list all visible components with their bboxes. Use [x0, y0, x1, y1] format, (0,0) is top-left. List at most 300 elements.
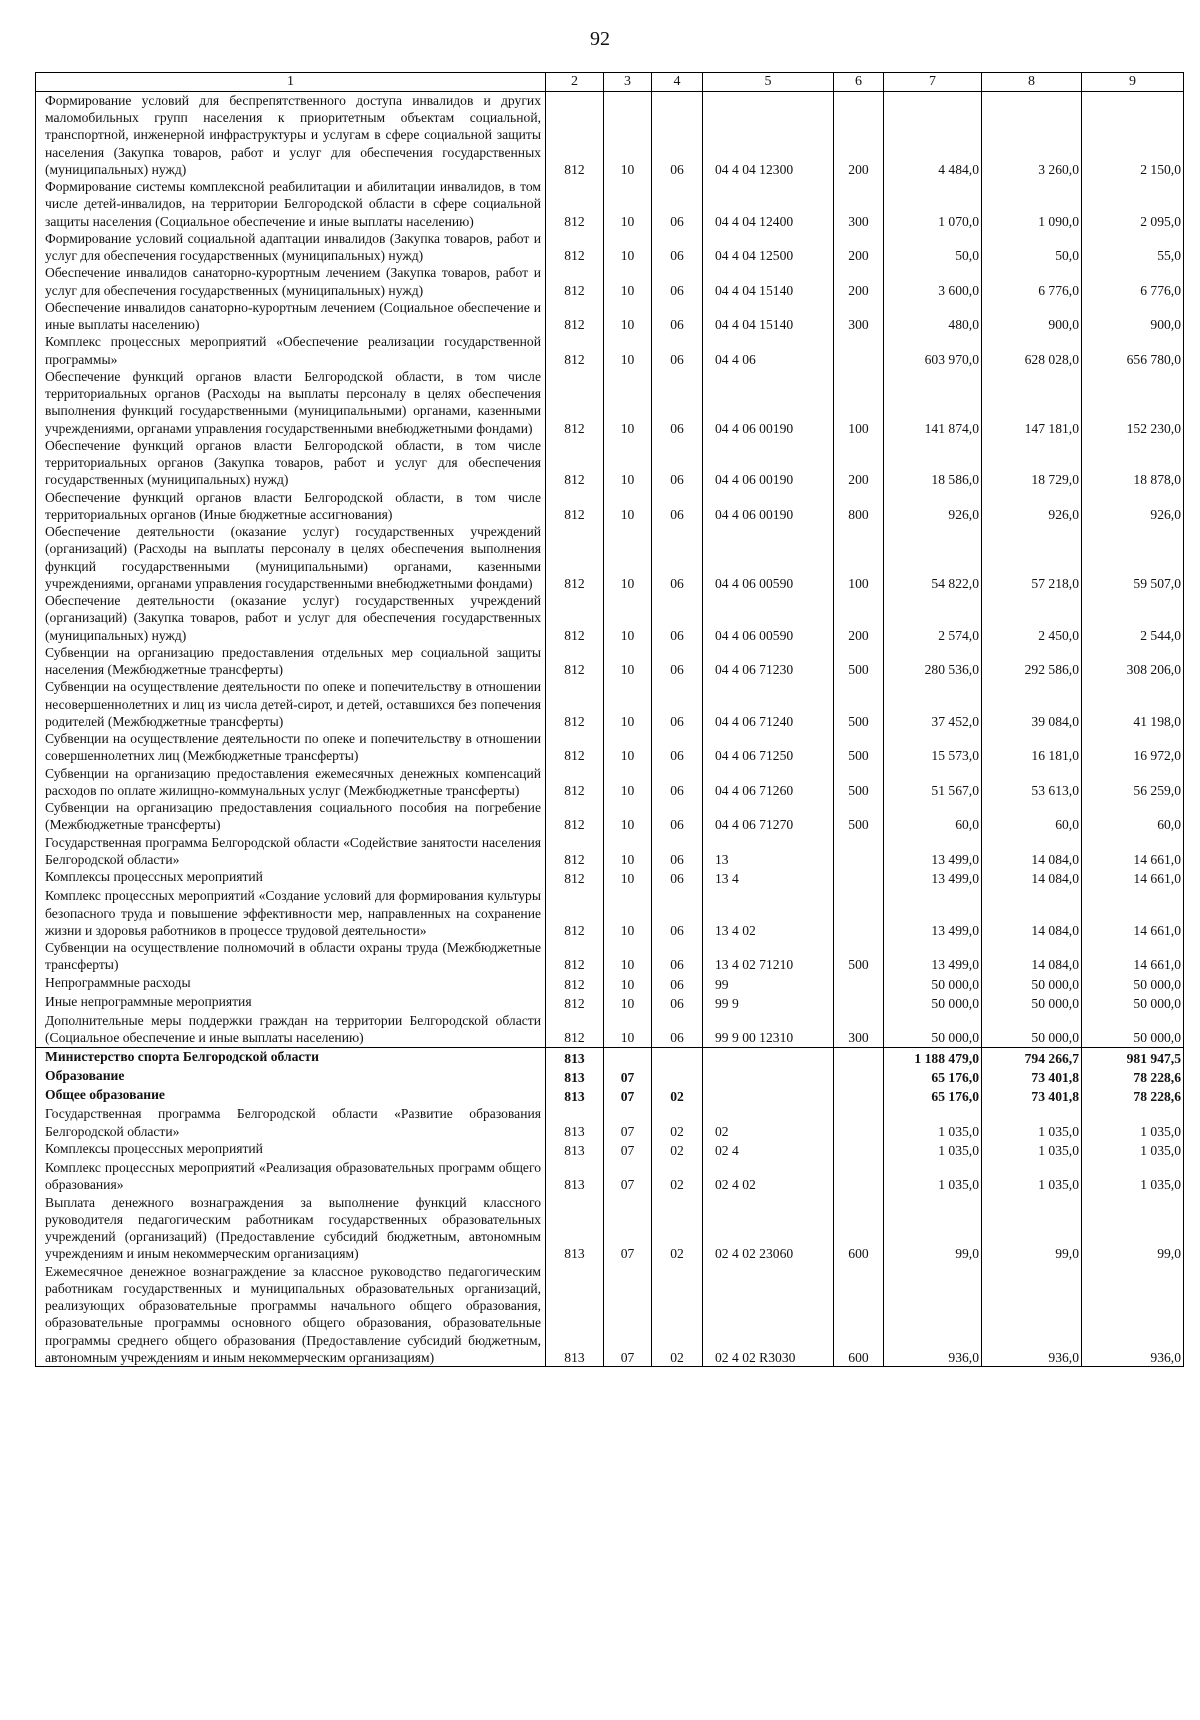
table-row — [36, 1263, 1184, 1367]
table-cell-name: Выплата денежного вознаграждения за выполнение функций классного руководителя педагогическим работникам государственных образовательных учреждений (организаций) (Предоставление субсидий бюджетным, автономным учреждениям и иным некоммерческим организациям) — [36, 1194, 546, 1263]
table-cell-amount-year-1: 926,0 — [884, 489, 982, 524]
table-row — [36, 730, 1184, 765]
table-cell-amount-year-2: 53 613,0 — [982, 765, 1082, 800]
table-cell-amount-year-3: 936,0 — [1082, 1263, 1184, 1367]
table-row — [36, 489, 1184, 524]
table-cell-target-article: 13 — [703, 834, 834, 869]
table-cell-expense-type: 100 — [834, 523, 884, 592]
table-cell-target-article: 04 4 06 00590 — [703, 592, 834, 644]
table-cell-ministry: 813 — [546, 1194, 604, 1263]
column-header-1: 1 — [36, 73, 546, 92]
table-cell-expense-type — [834, 1086, 884, 1105]
table-row — [36, 1086, 1184, 1105]
table-row — [36, 993, 1184, 1012]
column-header-4: 4 — [652, 73, 703, 92]
table-cell-target-article: 02 4 — [703, 1140, 834, 1159]
table-cell-subsection: 06 — [652, 974, 703, 993]
table-cell-amount-year-2: 14 084,0 — [982, 868, 1082, 887]
table-cell-section: 07 — [604, 1159, 652, 1194]
table-cell-amount-year-3: 50 000,0 — [1082, 974, 1184, 993]
table-row — [36, 592, 1184, 644]
table-cell-amount-year-3: 2 150,0 — [1082, 91, 1184, 178]
table-cell-subsection: 06 — [652, 299, 703, 334]
table-cell-target-article: 02 4 02 — [703, 1159, 834, 1194]
table-cell-target-article: 02 4 02 R3030 — [703, 1263, 834, 1367]
table-row — [36, 523, 1184, 592]
table-cell-expense-type: 200 — [834, 592, 884, 644]
table-row — [36, 834, 1184, 869]
table-cell-ministry: 812 — [546, 368, 604, 437]
table-cell-section: 07 — [604, 1086, 652, 1105]
table-cell-amount-year-3: 1 035,0 — [1082, 1105, 1184, 1140]
table-cell-ministry: 812 — [546, 523, 604, 592]
table-row — [36, 437, 1184, 489]
table-cell-expense-type — [834, 1105, 884, 1140]
table-cell-name: Субвенции на организацию предоставления отдельных мер социальной защиты населения (Межбюджетные трансферты) — [36, 644, 546, 679]
table-cell-name: Обеспечение функций органов власти Белгородской области, в том числе территориальных органов (Закупка товаров, работ и услуг для обеспечения государственных (муниципальных) нужд) — [36, 437, 546, 489]
table-cell-expense-type: 500 — [834, 730, 884, 765]
table-cell-subsection: 06 — [652, 939, 703, 974]
table-cell-section: 10 — [604, 1012, 652, 1047]
table-cell-section: 10 — [604, 765, 652, 800]
table-cell-name: Общее образование — [36, 1086, 546, 1105]
table-cell-amount-year-1: 1 035,0 — [884, 1105, 982, 1140]
table-cell-section: 10 — [604, 523, 652, 592]
table-cell-amount-year-1: 4 484,0 — [884, 91, 982, 178]
column-header-8: 8 — [982, 73, 1082, 92]
table-cell-expense-type: 300 — [834, 299, 884, 334]
table-cell-amount-year-2: 73 401,8 — [982, 1067, 1082, 1086]
table-cell-amount-year-3: 41 198,0 — [1082, 678, 1184, 730]
table-cell-amount-year-3: 981 947,5 — [1082, 1047, 1184, 1067]
table-cell-name: Министерство спорта Белгородской области — [36, 1047, 546, 1067]
table-cell-amount-year-2: 2 450,0 — [982, 592, 1082, 644]
table-cell-name: Формирование условий для беспрепятственного доступа инвалидов и других маломобильных групп населения к приоритетным объектам социальной, транспортной, инженерной инфраструктуры и услугам в сфере социальной защиты населения (Закупка товаров, работ и услуг для обеспечения государственных (муниципальных) нужд) — [36, 91, 546, 178]
table-cell-ministry: 812 — [546, 1012, 604, 1047]
table-cell-section: 10 — [604, 993, 652, 1012]
table-cell-subsection: 06 — [652, 230, 703, 265]
table-cell-expense-type — [834, 333, 884, 368]
table-cell-subsection: 06 — [652, 730, 703, 765]
table-cell-subsection: 06 — [652, 834, 703, 869]
column-header-5: 5 — [703, 73, 834, 92]
table-cell-target-article: 04 4 04 12500 — [703, 230, 834, 265]
table-cell-amount-year-3: 50 000,0 — [1082, 993, 1184, 1012]
table-cell-name: Дополнительные меры поддержки граждан на территории Белгородской области (Социальное обеспечение и иные выплаты населению) — [36, 1012, 546, 1047]
table-row — [36, 644, 1184, 679]
table-cell-subsection: 02 — [652, 1086, 703, 1105]
table-cell-subsection: 06 — [652, 91, 703, 178]
table-cell-name: Формирование условий социальной адаптации инвалидов (Закупка товаров, работ и услуг для обеспечения государственных (муниципальных) нужд) — [36, 230, 546, 265]
table-cell-name: Обеспечение деятельности (оказание услуг) государственных учреждений (организаций) (Закупка товаров, работ и услуг для обеспечения государственных (муниципальных) нужд) — [36, 592, 546, 644]
table-cell-ministry: 812 — [546, 437, 604, 489]
table-cell-amount-year-2: 926,0 — [982, 489, 1082, 524]
table-cell-expense-type — [834, 887, 884, 939]
table-cell-amount-year-2: 50 000,0 — [982, 1012, 1082, 1047]
table-cell-target-article — [703, 1086, 834, 1105]
table-cell-amount-year-3: 99,0 — [1082, 1194, 1184, 1263]
table-cell-amount-year-3: 14 661,0 — [1082, 887, 1184, 939]
table-cell-amount-year-2: 1 035,0 — [982, 1140, 1082, 1159]
table-cell-target-article: 04 4 06 00590 — [703, 523, 834, 592]
table-cell-expense-type — [834, 1067, 884, 1086]
table-cell-amount-year-1: 50 000,0 — [884, 993, 982, 1012]
table-cell-section: 10 — [604, 799, 652, 834]
table-cell-amount-year-2: 1 035,0 — [982, 1159, 1082, 1194]
table-row — [36, 1194, 1184, 1263]
table-cell-subsection: 06 — [652, 868, 703, 887]
table-cell-amount-year-2: 1 090,0 — [982, 178, 1082, 230]
table-cell-expense-type — [834, 1159, 884, 1194]
table-cell-amount-year-1: 480,0 — [884, 299, 982, 334]
table-cell-section: 10 — [604, 678, 652, 730]
table-cell-ministry: 813 — [546, 1159, 604, 1194]
table-cell-ministry: 812 — [546, 678, 604, 730]
table-cell-amount-year-1: 50,0 — [884, 230, 982, 265]
table-cell-subsection — [652, 1067, 703, 1086]
table-cell-amount-year-3: 6 776,0 — [1082, 264, 1184, 299]
table-cell-expense-type: 600 — [834, 1194, 884, 1263]
table-cell-amount-year-2: 292 586,0 — [982, 644, 1082, 679]
table-cell-amount-year-1: 65 176,0 — [884, 1086, 982, 1105]
table-cell-target-article: 04 4 06 00190 — [703, 368, 834, 437]
table-cell-ministry: 812 — [546, 887, 604, 939]
table-row — [36, 678, 1184, 730]
table-cell-expense-type: 300 — [834, 178, 884, 230]
table-cell-name: Комплексы процессных мероприятий — [36, 868, 546, 887]
table-cell-subsection: 06 — [652, 592, 703, 644]
table-cell-ministry: 812 — [546, 333, 604, 368]
table-cell-amount-year-1: 50 000,0 — [884, 974, 982, 993]
table-cell-ministry: 813 — [546, 1105, 604, 1140]
table-cell-section: 10 — [604, 264, 652, 299]
table-cell-amount-year-1: 936,0 — [884, 1263, 982, 1367]
table-cell-name: Обеспечение инвалидов санаторно-курортным лечением (Социальное обеспечение и иные выплаты населению) — [36, 299, 546, 334]
table-cell-amount-year-2: 60,0 — [982, 799, 1082, 834]
table-cell-amount-year-1: 18 586,0 — [884, 437, 982, 489]
table-cell-section: 10 — [604, 368, 652, 437]
table-row — [36, 868, 1184, 887]
table-row — [36, 765, 1184, 800]
table-cell-amount-year-1: 37 452,0 — [884, 678, 982, 730]
table-cell-target-article: 04 4 06 00190 — [703, 489, 834, 524]
table-cell-target-article: 99 9 00 12310 — [703, 1012, 834, 1047]
table-cell-subsection: 06 — [652, 993, 703, 1012]
table-cell-section — [604, 1047, 652, 1067]
table-cell-subsection: 02 — [652, 1140, 703, 1159]
table-cell-amount-year-3: 1 035,0 — [1082, 1159, 1184, 1194]
table-cell-amount-year-3: 50 000,0 — [1082, 1012, 1184, 1047]
table-cell-ministry: 813 — [546, 1047, 604, 1067]
table-cell-name: Субвенции на осуществление полномочий в области охраны труда (Межбюджетные трансферты) — [36, 939, 546, 974]
table-cell-target-article: 04 4 04 15140 — [703, 299, 834, 334]
table-cell-amount-year-3: 14 661,0 — [1082, 834, 1184, 869]
table-cell-section: 10 — [604, 887, 652, 939]
table-cell-ministry: 812 — [546, 868, 604, 887]
table-cell-target-article: 99 — [703, 974, 834, 993]
table-cell-expense-type: 800 — [834, 489, 884, 524]
table-cell-subsection: 06 — [652, 765, 703, 800]
table-cell-target-article: 04 4 06 — [703, 333, 834, 368]
table-cell-target-article — [703, 1047, 834, 1067]
table-cell-amount-year-1: 60,0 — [884, 799, 982, 834]
table-row — [36, 1159, 1184, 1194]
table-cell-amount-year-3: 18 878,0 — [1082, 437, 1184, 489]
table-cell-amount-year-3: 56 259,0 — [1082, 765, 1184, 800]
table-cell-name: Комплекс процессных мероприятий «Создание условий для формирования культуры безопасного труда и повышение эффективности мер, направленных на сохранение жизни и здоровья работников в процессе трудовой деятельности» — [36, 887, 546, 939]
table-cell-amount-year-2: 900,0 — [982, 299, 1082, 334]
table-cell-section: 10 — [604, 333, 652, 368]
table-cell-expense-type: 500 — [834, 799, 884, 834]
table-cell-ministry: 812 — [546, 993, 604, 1012]
table-row — [36, 1067, 1184, 1086]
table-row — [36, 1047, 1184, 1067]
table-header-row — [36, 73, 1184, 92]
table-cell-expense-type: 500 — [834, 939, 884, 974]
table-cell-amount-year-2: 14 084,0 — [982, 834, 1082, 869]
table-cell-expense-type — [834, 834, 884, 869]
table-cell-name: Иные непрограммные мероприятия — [36, 993, 546, 1012]
table-cell-amount-year-2: 73 401,8 — [982, 1086, 1082, 1105]
table-cell-name: Обеспечение функций органов власти Белгородской области, в том числе территориальных органов (Расходы на выплаты персоналу в целях обеспечения выполнения функций государственными (муниципальными) органами, казенными учреждениями, органами управления государственными внебюджетными фондами) — [36, 368, 546, 437]
table-cell-name: Государственная программа Белгородской области «Содействие занятости населения Белгородской области» — [36, 834, 546, 869]
table-cell-amount-year-1: 51 567,0 — [884, 765, 982, 800]
table-cell-target-article — [703, 1067, 834, 1086]
table-row — [36, 939, 1184, 974]
table-cell-amount-year-1: 1 188 479,0 — [884, 1047, 982, 1067]
budget-table — [35, 72, 1184, 1367]
table-cell-expense-type: 200 — [834, 437, 884, 489]
table-row — [36, 178, 1184, 230]
table-cell-amount-year-3: 78 228,6 — [1082, 1067, 1184, 1086]
table-cell-amount-year-3: 152 230,0 — [1082, 368, 1184, 437]
table-row — [36, 799, 1184, 834]
table-cell-ministry: 812 — [546, 592, 604, 644]
table-cell-expense-type — [834, 868, 884, 887]
table-row — [36, 299, 1184, 334]
table-cell-ministry: 812 — [546, 644, 604, 679]
table-cell-section: 10 — [604, 834, 652, 869]
table-cell-amount-year-1: 13 499,0 — [884, 868, 982, 887]
table-cell-expense-type — [834, 1047, 884, 1067]
table-cell-section: 10 — [604, 437, 652, 489]
table-cell-amount-year-1: 50 000,0 — [884, 1012, 982, 1047]
table-cell-expense-type — [834, 974, 884, 993]
table-cell-amount-year-1: 99,0 — [884, 1194, 982, 1263]
table-cell-amount-year-2: 39 084,0 — [982, 678, 1082, 730]
table-cell-ministry: 812 — [546, 91, 604, 178]
table-cell-target-article: 04 4 06 71270 — [703, 799, 834, 834]
table-cell-target-article: 13 4 02 71210 — [703, 939, 834, 974]
table-cell-name: Субвенции на организацию предоставления ежемесячных денежных компенсаций расходов по оплате жилищно-коммунальных услуг (Межбюджетные трансферты) — [36, 765, 546, 800]
table-cell-name: Непрограммные расходы — [36, 974, 546, 993]
table-cell-amount-year-3: 55,0 — [1082, 230, 1184, 265]
table-cell-section: 07 — [604, 1263, 652, 1367]
column-header-6: 6 — [834, 73, 884, 92]
table-cell-amount-year-2: 147 181,0 — [982, 368, 1082, 437]
table-cell-amount-year-3: 2 544,0 — [1082, 592, 1184, 644]
table-cell-section: 10 — [604, 974, 652, 993]
table-cell-section: 07 — [604, 1105, 652, 1140]
table-cell-target-article: 02 4 02 23060 — [703, 1194, 834, 1263]
table-cell-expense-type: 300 — [834, 1012, 884, 1047]
table-cell-name: Ежемесячное денежное вознаграждение за классное руководство педагогическим работникам государственных и муниципальных образовательных организаций, реализующих образовательные программы начального общего образования, образовательные программы основного общего образования, образовательные программы среднего общего образования (Предоставление субсидий бюджетным, автономным учреждениям и иным некоммерческим организациям) — [36, 1263, 546, 1367]
table-cell-ministry: 812 — [546, 939, 604, 974]
table-cell-name: Обеспечение деятельности (оказание услуг) государственных учреждений (организаций) (Расходы на выплаты персоналу в целях обеспечения выполнения функций государственными (муниципальными) органами, казенными учреждениями, органами управления государственными внебюджетными фондами) — [36, 523, 546, 592]
table-cell-target-article: 99 9 — [703, 993, 834, 1012]
table-cell-subsection: 02 — [652, 1194, 703, 1263]
table-row — [36, 887, 1184, 939]
table-row — [36, 91, 1184, 178]
table-cell-amount-year-3: 2 095,0 — [1082, 178, 1184, 230]
table-cell-ministry: 812 — [546, 799, 604, 834]
page-number: 92 — [590, 28, 610, 50]
table-cell-amount-year-1: 1 035,0 — [884, 1159, 982, 1194]
table-cell-amount-year-1: 3 600,0 — [884, 264, 982, 299]
table-cell-amount-year-1: 1 070,0 — [884, 178, 982, 230]
table-cell-expense-type — [834, 1140, 884, 1159]
table-cell-subsection: 02 — [652, 1159, 703, 1194]
table-cell-amount-year-2: 6 776,0 — [982, 264, 1082, 299]
table-cell-section: 07 — [604, 1194, 652, 1263]
table-cell-section: 10 — [604, 230, 652, 265]
table-cell-amount-year-3: 78 228,6 — [1082, 1086, 1184, 1105]
table-cell-section: 10 — [604, 489, 652, 524]
table-cell-amount-year-2: 99,0 — [982, 1194, 1082, 1263]
table-cell-name: Комплекс процессных мероприятий «Реализация образовательных программ общего образования» — [36, 1159, 546, 1194]
table-cell-subsection: 06 — [652, 333, 703, 368]
table-cell-ministry: 813 — [546, 1067, 604, 1086]
table-cell-ministry: 813 — [546, 1140, 604, 1159]
table-cell-amount-year-3: 59 507,0 — [1082, 523, 1184, 592]
table-cell-amount-year-1: 13 499,0 — [884, 939, 982, 974]
table-cell-target-article: 02 — [703, 1105, 834, 1140]
table-cell-amount-year-2: 14 084,0 — [982, 939, 1082, 974]
table-cell-subsection: 06 — [652, 644, 703, 679]
table-cell-section: 10 — [604, 939, 652, 974]
table-cell-amount-year-1: 280 536,0 — [884, 644, 982, 679]
table-cell-name: Формирование системы комплексной реабилитации и абилитации инвалидов, в том числе детей-инвалидов, на территории Белгородской области в сфере социальной защиты населения (Социальное обеспечение и иные выплаты населению) — [36, 178, 546, 230]
table-cell-expense-type: 600 — [834, 1263, 884, 1367]
table-cell-section: 10 — [604, 868, 652, 887]
table-cell-subsection: 06 — [652, 887, 703, 939]
table-cell-target-article: 04 4 04 12400 — [703, 178, 834, 230]
table-cell-ministry: 813 — [546, 1086, 604, 1105]
table-cell-target-article: 04 4 06 71250 — [703, 730, 834, 765]
table-row — [36, 1012, 1184, 1047]
table-cell-amount-year-2: 14 084,0 — [982, 887, 1082, 939]
table-cell-name: Обеспечение инвалидов санаторно-курортным лечением (Закупка товаров, работ и услуг для обеспечения государственных (муниципальных) нужд) — [36, 264, 546, 299]
table-cell-name: Обеспечение функций органов власти Белгородской области, в том числе территориальных органов (Иные бюджетные ассигнования) — [36, 489, 546, 524]
table-row — [36, 1105, 1184, 1140]
table-cell-name: Субвенции на осуществление деятельности по опеке и попечительству в отношении совершеннолетних лиц (Межбюджетные трансферты) — [36, 730, 546, 765]
table-cell-ministry: 812 — [546, 730, 604, 765]
table-cell-amount-year-1: 603 970,0 — [884, 333, 982, 368]
column-header-3: 3 — [604, 73, 652, 92]
table-cell-amount-year-1: 65 176,0 — [884, 1067, 982, 1086]
table-cell-amount-year-2: 3 260,0 — [982, 91, 1082, 178]
table-row — [36, 368, 1184, 437]
table-cell-amount-year-2: 628 028,0 — [982, 333, 1082, 368]
column-header-7: 7 — [884, 73, 982, 92]
table-cell-target-article: 04 4 06 71260 — [703, 765, 834, 800]
table-cell-subsection: 06 — [652, 799, 703, 834]
table-cell-name: Комплексы процессных мероприятий — [36, 1140, 546, 1159]
table-cell-ministry: 812 — [546, 299, 604, 334]
table-cell-target-article: 04 4 06 71240 — [703, 678, 834, 730]
table-cell-amount-year-1: 13 499,0 — [884, 887, 982, 939]
table-cell-amount-year-3: 14 661,0 — [1082, 868, 1184, 887]
table-row — [36, 333, 1184, 368]
table-cell-amount-year-3: 308 206,0 — [1082, 644, 1184, 679]
table-cell-amount-year-2: 50,0 — [982, 230, 1082, 265]
budget-table-container — [35, 72, 1183, 1367]
table-cell-subsection: 06 — [652, 437, 703, 489]
table-cell-amount-year-2: 50 000,0 — [982, 974, 1082, 993]
table-cell-amount-year-1: 15 573,0 — [884, 730, 982, 765]
table-cell-section: 07 — [604, 1067, 652, 1086]
table-cell-name: Государственная программа Белгородской области «Развитие образования Белгородской области» — [36, 1105, 546, 1140]
table-cell-ministry: 812 — [546, 974, 604, 993]
table-cell-amount-year-2: 1 035,0 — [982, 1105, 1082, 1140]
column-header-2: 2 — [546, 73, 604, 92]
table-cell-expense-type: 200 — [834, 264, 884, 299]
column-header-9: 9 — [1082, 73, 1184, 92]
table-cell-name: Комплекс процессных мероприятий «Обеспечение реализации государственной программы» — [36, 333, 546, 368]
table-cell-name: Субвенции на организацию предоставления социального пособия на погребение (Межбюджетные трансферты) — [36, 799, 546, 834]
table-cell-section: 07 — [604, 1140, 652, 1159]
table-cell-ministry: 813 — [546, 1263, 604, 1367]
table-cell-target-article: 04 4 06 71230 — [703, 644, 834, 679]
table-cell-section: 10 — [604, 178, 652, 230]
table-cell-amount-year-2: 18 729,0 — [982, 437, 1082, 489]
table-cell-expense-type: 500 — [834, 644, 884, 679]
table-cell-amount-year-1: 141 874,0 — [884, 368, 982, 437]
table-cell-amount-year-1: 13 499,0 — [884, 834, 982, 869]
table-cell-amount-year-3: 1 035,0 — [1082, 1140, 1184, 1159]
table-cell-expense-type: 200 — [834, 230, 884, 265]
table-cell-expense-type: 500 — [834, 678, 884, 730]
table-cell-section: 10 — [604, 644, 652, 679]
table-cell-ministry: 812 — [546, 264, 604, 299]
table-cell-section: 10 — [604, 299, 652, 334]
table-cell-section: 10 — [604, 730, 652, 765]
table-cell-subsection: 06 — [652, 264, 703, 299]
table-cell-ministry: 812 — [546, 178, 604, 230]
table-cell-subsection: 06 — [652, 489, 703, 524]
table-cell-target-article: 13 4 — [703, 868, 834, 887]
table-cell-amount-year-3: 60,0 — [1082, 799, 1184, 834]
table-row — [36, 230, 1184, 265]
table-cell-expense-type: 200 — [834, 91, 884, 178]
table-cell-ministry: 812 — [546, 489, 604, 524]
table-cell-name: Образование — [36, 1067, 546, 1086]
table-cell-amount-year-3: 656 780,0 — [1082, 333, 1184, 368]
table-cell-subsection: 02 — [652, 1105, 703, 1140]
table-cell-subsection: 06 — [652, 678, 703, 730]
table-cell-name: Субвенции на осуществление деятельности по опеке и попечительству в отношении несовершеннолетних и лиц из числа детей-сирот, и детей, оставшихся без попечения родителей (Межбюджетные трансферты) — [36, 678, 546, 730]
table-cell-subsection: 06 — [652, 178, 703, 230]
table-cell-expense-type: 100 — [834, 368, 884, 437]
table-cell-amount-year-1: 1 035,0 — [884, 1140, 982, 1159]
table-cell-target-article: 04 4 04 15140 — [703, 264, 834, 299]
table-cell-amount-year-2: 936,0 — [982, 1263, 1082, 1367]
table-row — [36, 1140, 1184, 1159]
table-cell-section: 10 — [604, 91, 652, 178]
table-cell-subsection: 06 — [652, 368, 703, 437]
table-cell-subsection: 06 — [652, 523, 703, 592]
table-cell-ministry: 812 — [546, 230, 604, 265]
